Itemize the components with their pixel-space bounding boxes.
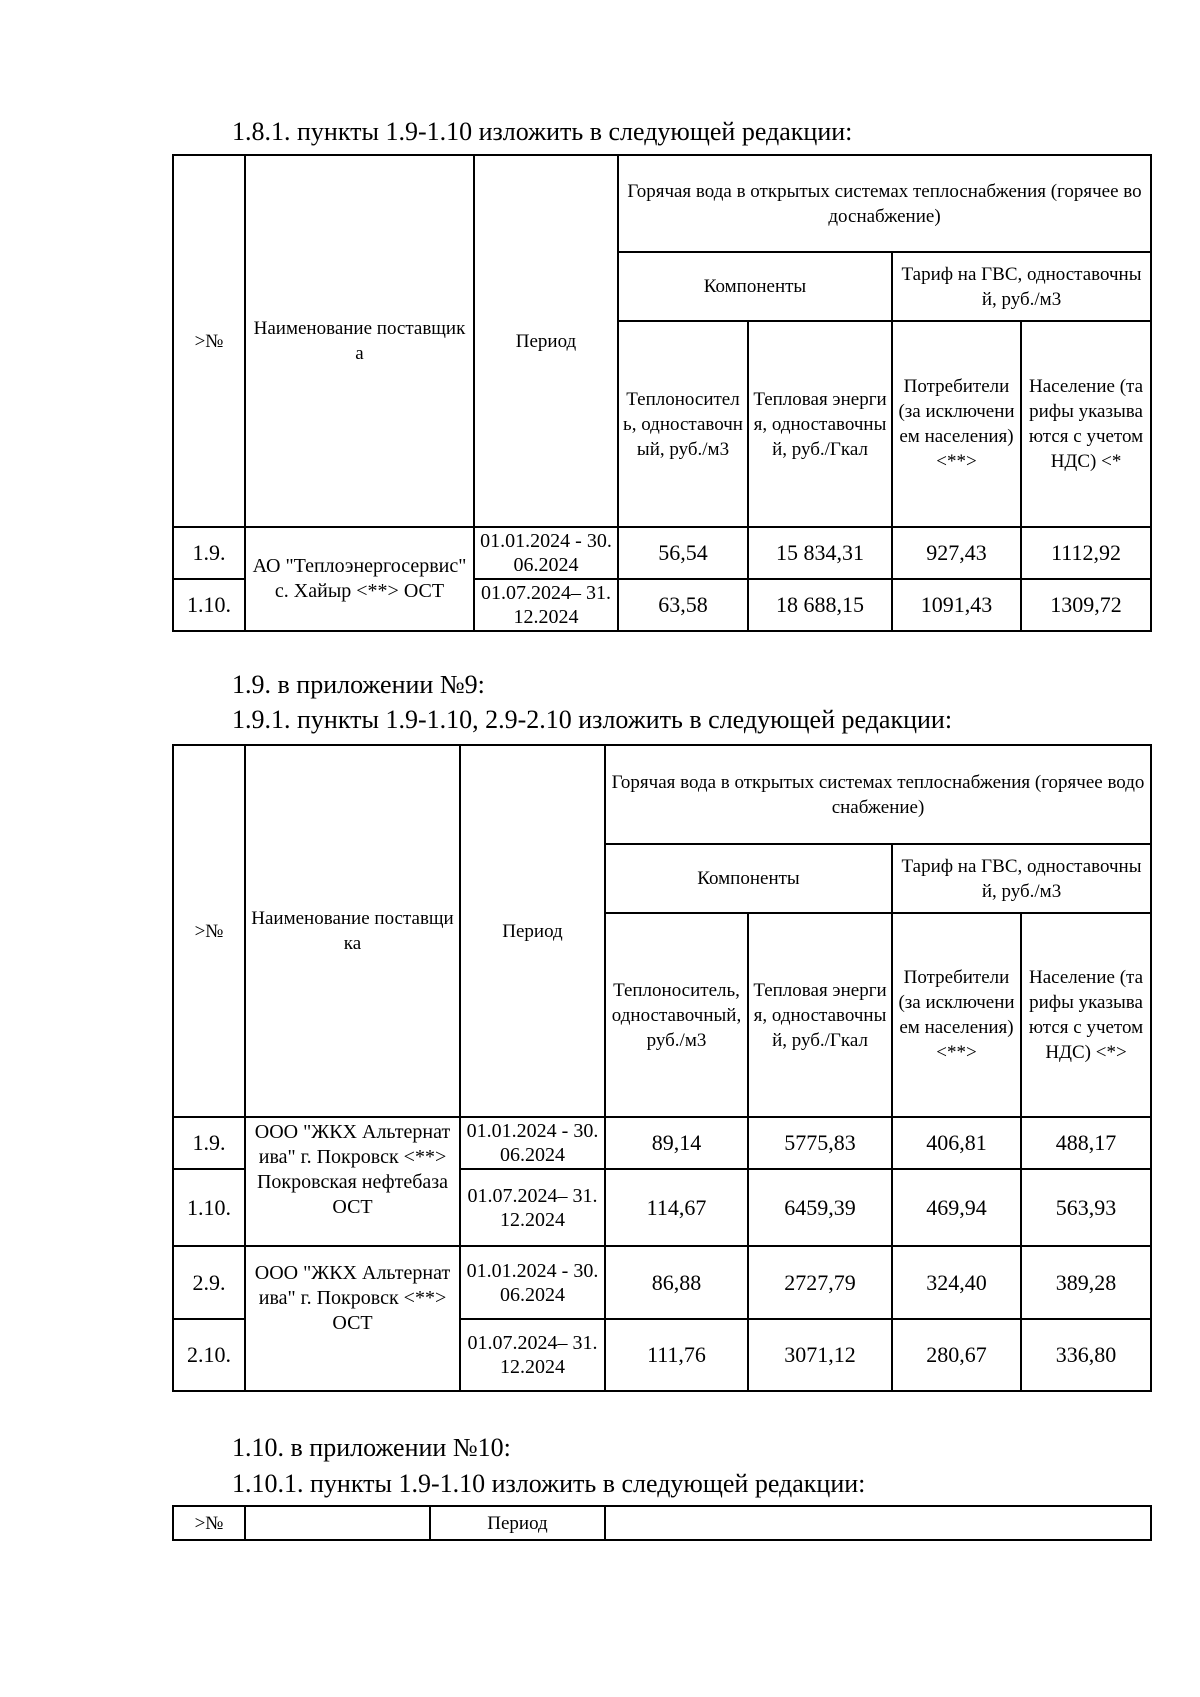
cell-energy: 2727,79 xyxy=(748,1246,892,1319)
cell-population: 1112,92 xyxy=(1021,527,1151,579)
cell-energy: 5775,83 xyxy=(748,1117,892,1169)
row-period: 01.07.2024– 31.12.2024 xyxy=(460,1319,605,1391)
cell-consumers: 469,94 xyxy=(892,1169,1021,1246)
header-components: Компоненты xyxy=(605,844,892,913)
header-consumers: Потребители (за исключением населения) <**> xyxy=(892,321,1021,527)
tariff-table-1 xyxy=(172,154,1152,632)
row-period: 01.07.2024– 31.12.2024 xyxy=(474,579,618,631)
row-period: 01.01.2024 - 30.06.2024 xyxy=(460,1117,605,1169)
header-period: Период xyxy=(460,745,605,1117)
supplier-name: ООО "ЖКХ Альтернатива" г. Покровск <**> ОСТ xyxy=(245,1246,460,1391)
header-hot-water-group: Горячая вода в открытых системах теплоснабжения (горячее водоснабжение) xyxy=(605,745,1151,844)
header-num: >№ xyxy=(173,745,245,1117)
supplier-name: АО "Теплоэнергосервис" с. Хайыр <**> ОСТ xyxy=(245,527,474,631)
cell-consumers: 1091,43 xyxy=(892,579,1021,631)
row-num: 1.10. xyxy=(173,579,245,631)
cell-carrier: 111,76 xyxy=(605,1319,748,1391)
row-period: 01.07.2024– 31.12.2024 xyxy=(460,1169,605,1246)
header-heat-energy: Тепловая энергия, одноставочный, руб./Гкал xyxy=(748,913,892,1117)
header-num: >№ xyxy=(173,1506,245,1540)
section-1-heading: 1.8.1. пункты 1.9-1.10 изложить в следующей редакции: xyxy=(232,117,853,146)
header-hot-water-group: Горячая вода в открытых системах теплоснабжения (горячее водоснабжение) xyxy=(618,155,1151,252)
cell-carrier: 114,67 xyxy=(605,1169,748,1246)
header-period: Период xyxy=(430,1506,605,1540)
cell-energy: 15 834,31 xyxy=(748,527,892,579)
row-num: 2.10. xyxy=(173,1319,245,1391)
tariff-table-3 xyxy=(172,1505,1152,1541)
cell-energy: 6459,39 xyxy=(748,1169,892,1246)
header-supplier xyxy=(245,1506,430,1540)
cell-carrier: 56,54 xyxy=(618,527,748,579)
row-num: 1.10. xyxy=(173,1169,245,1246)
header-heat-carrier: Теплоноситель, одноставочный, руб./м3 xyxy=(605,913,748,1117)
cell-carrier: 86,88 xyxy=(605,1246,748,1319)
tariff-table-2 xyxy=(172,744,1152,1392)
row-num: 2.9. xyxy=(173,1246,245,1319)
row-period: 01.01.2024 - 30.06.2024 xyxy=(460,1246,605,1319)
cell-population: 488,17 xyxy=(1021,1117,1151,1169)
row-period: 01.01.2024 - 30.06.2024 xyxy=(474,527,618,579)
cell-consumers: 280,67 xyxy=(892,1319,1021,1391)
section-2-heading: 1.9.1. пункты 1.9-1.10, 2.9-2.10 изложить в следующей редакции: xyxy=(232,705,953,734)
cell-population: 563,93 xyxy=(1021,1169,1151,1246)
header-supplier: Наименование поставщика xyxy=(245,745,460,1117)
cell-carrier: 63,58 xyxy=(618,579,748,631)
header-tariff: Тариф на ГВС, одноставочный, руб./м3 xyxy=(892,252,1151,321)
cell-population: 1309,72 xyxy=(1021,579,1151,631)
section-3-heading: 1.10.1. пункты 1.9-1.10 изложить в следующей редакции: xyxy=(232,1469,866,1498)
cell-consumers: 927,43 xyxy=(892,527,1021,579)
cell-energy: 3071,12 xyxy=(748,1319,892,1391)
header-heat-carrier: Теплоноситель, одноставочный, руб./м3 xyxy=(618,321,748,527)
cell-consumers: 406,81 xyxy=(892,1117,1021,1169)
header-heat-energy: Тепловая энергия, одноставочный, руб./Гкал xyxy=(748,321,892,527)
header-population: Население (тарифы указываются с учетом НДС) <*> xyxy=(1021,913,1151,1117)
supplier-name: ООО "ЖКХ Альтернатива" г. Покровск <**> Покровская нефтебаза ОСТ xyxy=(245,1117,460,1246)
header-tariff: Тариф на ГВС, одноставочный, руб./м3 xyxy=(892,844,1151,913)
cell-population: 389,28 xyxy=(1021,1246,1151,1319)
header-population: Население (тарифы указываются с учетом НДС) <* xyxy=(1021,321,1151,527)
cell-carrier: 89,14 xyxy=(605,1117,748,1169)
header-components: Компоненты xyxy=(618,252,892,321)
cell-consumers: 324,40 xyxy=(892,1246,1021,1319)
header-hot-water-group xyxy=(605,1506,1151,1540)
cell-energy: 18 688,15 xyxy=(748,579,892,631)
header-supplier: Наименование поставщика xyxy=(245,155,474,527)
cell-population: 336,80 xyxy=(1021,1319,1151,1391)
header-consumers: Потребители (за исключением населения) <**> xyxy=(892,913,1021,1117)
header-period: Период xyxy=(474,155,618,527)
section-3-intro: 1.10. в приложении №10: xyxy=(232,1433,511,1462)
header-num: >№ xyxy=(173,155,245,527)
row-num: 1.9. xyxy=(173,527,245,579)
section-2-intro: 1.9. в приложении №9: xyxy=(232,670,485,699)
row-num: 1.9. xyxy=(173,1117,245,1169)
